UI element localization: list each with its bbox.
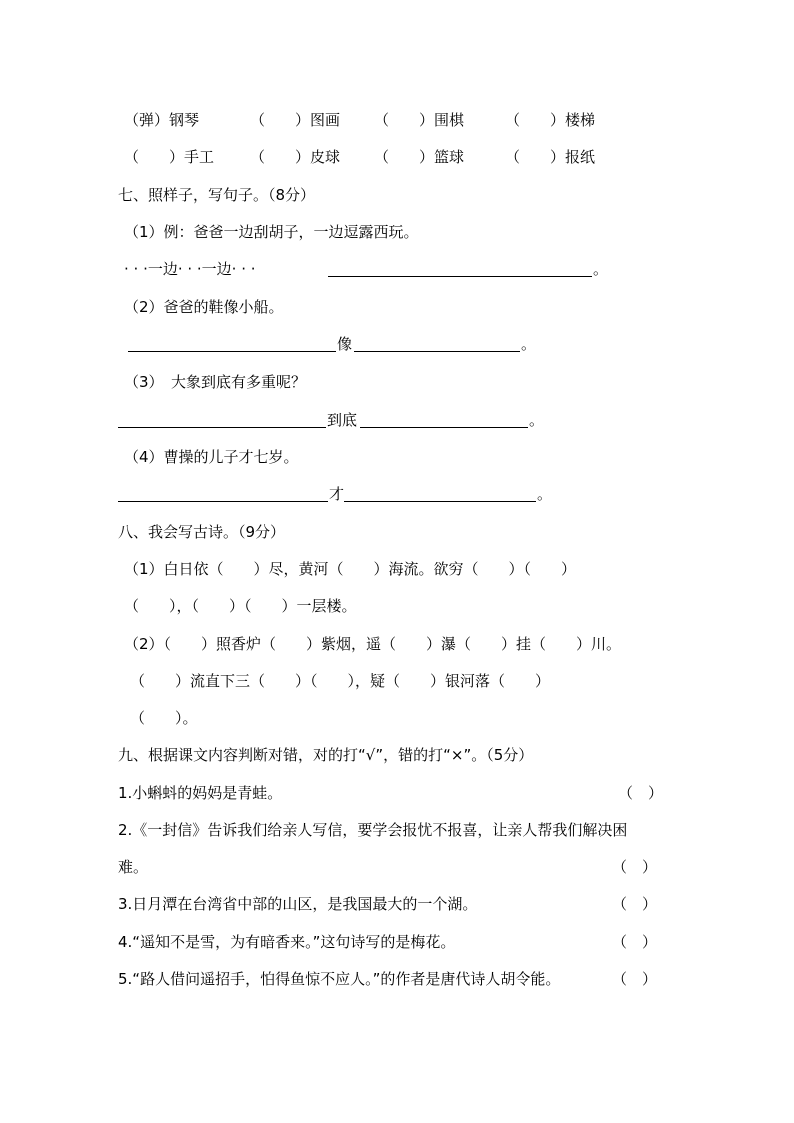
- section8-title: 八、我会写古诗。（9分）: [118, 523, 286, 541]
- s7-q4-word: 才: [329, 485, 345, 503]
- s9-item-4-mark[interactable]: （ ）: [612, 933, 658, 951]
- s7-q2: （2）爸爸的鞋像小船。: [124, 298, 284, 316]
- s7-q3-end: 。: [529, 411, 545, 429]
- s7-q2-blank-1[interactable]: [128, 351, 336, 352]
- s8-line2: （ ），（ ）（ ）一层楼。: [124, 597, 357, 615]
- s9-item-1: 1.小蝌蚪的妈妈是青蛙。: [118, 784, 283, 802]
- s9-item-2-mark[interactable]: （ ）: [612, 858, 658, 876]
- s9-item-2-cont: 难。: [118, 858, 149, 876]
- s7-q2-blank-2[interactable]: [354, 351, 520, 352]
- s6-r2-c1: （ ）手工: [124, 148, 215, 166]
- s9-item-5-mark[interactable]: （ ）: [612, 970, 658, 988]
- s8-line5: （ ）。: [130, 709, 198, 727]
- s7-q3: （3） 大象到底有多重呢？: [124, 373, 307, 391]
- s9-item-5: 5.“路人借问遥招手，怕得鱼惊不应人。”的作者是唐代诗人胡令能。: [118, 970, 561, 988]
- s7-q4-end: 。: [537, 485, 553, 503]
- s7-q3-blank-1[interactable]: [118, 427, 326, 428]
- section7-title: 七、照样子，写句子。（8分）: [118, 186, 316, 204]
- s7-q2-end: 。: [521, 335, 537, 353]
- s8-line4: （ ）流直下三（ ）（ ），疑（ ）银河落（ ）: [130, 672, 551, 690]
- s8-line3: （2）（ ）照香炉（ ）紫烟，遥（ ）瀑（ ）挂（ ）川。: [124, 635, 622, 653]
- section9-title: 九、根据课文内容判断对错，对的打“√”，错的打“×”。（5分）: [118, 746, 534, 764]
- s9-item-1-mark[interactable]: （ ）: [618, 784, 664, 802]
- s7-q2-word: 像: [337, 335, 353, 353]
- s6-r1-c2: （ ）图画: [250, 111, 341, 129]
- s7-q3-blank-2[interactable]: [360, 427, 528, 428]
- s8-line1: （1）白日依（ ）尽，黄河（ ）海流。欲穷（ ）（ ）: [124, 560, 577, 578]
- s7-q4-blank-1[interactable]: [118, 501, 328, 502]
- s7-q1-blank[interactable]: [328, 276, 592, 277]
- s9-item-2: 2.《一封信》告诉我们给亲人写信，要学会报忧不报喜，让亲人帮我们解决困: [118, 821, 628, 839]
- s7-q3-word: 到底: [327, 411, 358, 429]
- s6-r1-c1: （弹）钢琴: [124, 111, 200, 129]
- s9-item-3: 3.日月潭在台湾省中部的山区，是我国最大的一个湖。: [118, 895, 478, 913]
- s7-q4-blank-2[interactable]: [344, 501, 536, 502]
- s9-item-4: 4.“遥知不是雪，为有暗香来。”这句诗写的是梅花。: [118, 933, 456, 951]
- s7-q1: （1）例：爸爸一边刮胡子，一边逗露西玩。: [124, 223, 419, 241]
- s7-q4: （4）曹操的儿子才七岁。: [124, 448, 299, 466]
- s6-r1-c3: （ ）围棋: [374, 111, 465, 129]
- s7-q1-pattern: · · ·一边· · ·一边· · ·: [124, 260, 256, 278]
- s9-item-3-mark[interactable]: （ ）: [612, 895, 658, 913]
- s7-q1-end: 。: [593, 260, 609, 278]
- s6-r2-c4: （ ）报纸: [505, 148, 596, 166]
- s6-r2-c2: （ ）皮球: [250, 148, 341, 166]
- s6-r2-c3: （ ）篮球: [374, 148, 465, 166]
- s6-r1-c4: （ ）楼梯: [505, 111, 596, 129]
